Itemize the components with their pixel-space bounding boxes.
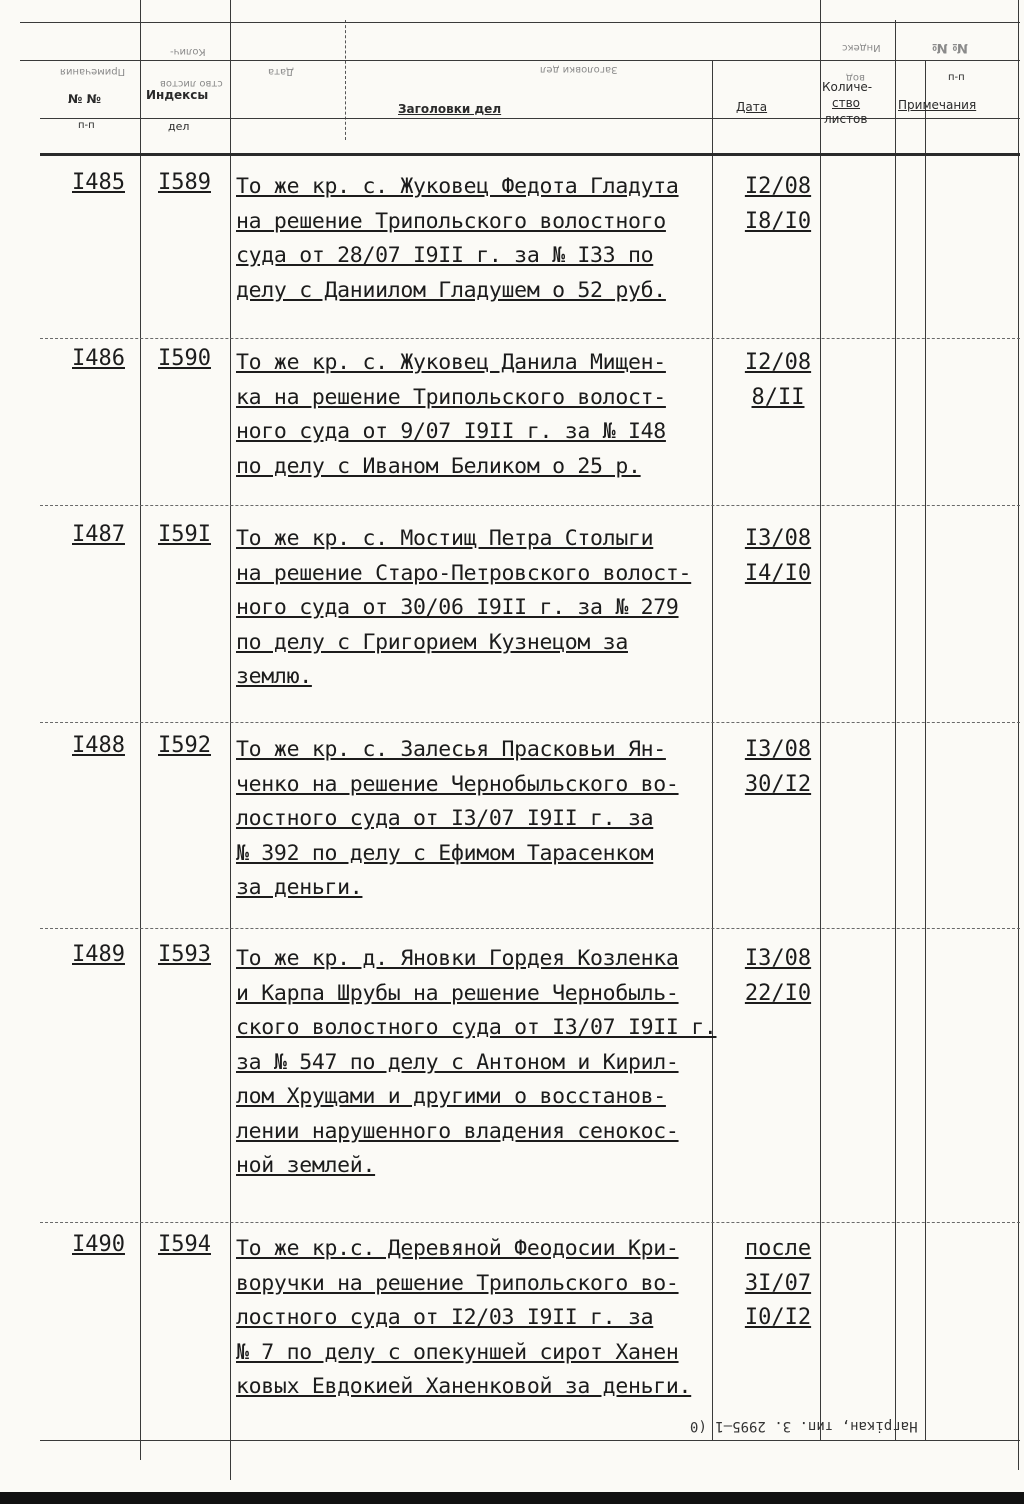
column-header-count: Количе- xyxy=(822,80,873,94)
entry-title xyxy=(236,942,726,1184)
entry-index: I594 xyxy=(158,1232,211,1257)
entry-date: I4/I0 xyxy=(744,560,812,586)
entry-dates xyxy=(718,733,838,802)
entry-number: I489 xyxy=(72,942,125,967)
entry-number: I485 xyxy=(72,170,125,195)
entry-title-line: ной землей. xyxy=(236,1153,376,1178)
row-separator xyxy=(40,722,1020,723)
entry-title-line: лостного суда от I3/07 I9II г. за xyxy=(236,806,654,831)
row-separator xyxy=(40,338,1020,339)
mirrored-header-text: Примечания xyxy=(60,66,126,77)
entry-title-line: То же кр. с. Жуковец Данила Мищен- xyxy=(236,350,666,375)
entry-dates xyxy=(718,1232,838,1336)
entry-date: I2/08 xyxy=(744,350,812,375)
scan-edge xyxy=(0,1492,1024,1504)
column-header-count: листов xyxy=(824,112,868,126)
entry-title-line: То же кр. с. Мостищ Петра Столыги xyxy=(236,526,654,551)
column-rule xyxy=(345,20,346,140)
row-separator xyxy=(40,505,1020,506)
entry-title-line: делу с Даниилом Гладушем о 52 руб. xyxy=(236,277,666,303)
entry-date: I3/08 xyxy=(744,946,812,971)
entry-title xyxy=(236,1232,726,1405)
header-rule xyxy=(40,118,1020,119)
entry-index: I590 xyxy=(158,346,211,371)
entry-dates xyxy=(718,522,838,591)
mirrored-header-text: Дата xyxy=(268,66,294,77)
entry-date: I3/08 xyxy=(744,737,812,762)
entry-title xyxy=(236,346,726,484)
entry-title-line: землю. xyxy=(236,664,312,689)
entry-number: I490 xyxy=(72,1232,125,1257)
entry-index: I59I xyxy=(158,522,211,547)
entry-dates xyxy=(718,170,838,239)
entry-index: I592 xyxy=(158,733,211,758)
column-header-count: ство xyxy=(832,96,861,110)
entry-title-line: ского волостного суда от I3/07 I9II г. xyxy=(236,1015,717,1040)
entry-title-line: за № 547 по делу с Антоном и Кирил- xyxy=(236,1049,679,1075)
row-separator xyxy=(40,928,1020,929)
header-rule xyxy=(20,60,1020,61)
row-separator xyxy=(40,1222,1020,1223)
entry-index: I593 xyxy=(158,942,211,967)
entry-index: I589 xyxy=(158,170,211,195)
header-rule xyxy=(20,22,1020,23)
entry-number: I488 xyxy=(72,733,125,758)
entry-title-line: ченко на решение Чернобыльского во- xyxy=(236,771,679,797)
entry-title-line: суда от 28/07 I9II г. за № I33 по xyxy=(236,243,654,268)
mirrored-header-text: ство листов xyxy=(160,78,223,89)
mirrored-header-text: № № xyxy=(932,40,968,55)
column-header-notes: Примечания xyxy=(898,98,977,112)
entry-title-line: воручки на решение Трипольского во- xyxy=(236,1270,679,1296)
entry-title-line: по делу с Григорием Кузнецом за xyxy=(236,629,628,655)
column-header-number: № № xyxy=(68,92,102,106)
mirrored-header-text: вод xyxy=(846,72,865,83)
entry-title-line: ка на решение Трипольского волост- xyxy=(236,384,666,410)
entry-dates xyxy=(718,942,838,1011)
entry-title-line: лостного суда от I2/03 I9II г. за xyxy=(236,1305,654,1330)
entry-number: I487 xyxy=(72,522,125,547)
mirrored-header-text: Заголовки дел xyxy=(540,64,618,75)
header-rule xyxy=(40,153,1020,156)
entry-date: 8/II xyxy=(751,384,805,410)
entry-title-line: на решение Старо-Петровского волост- xyxy=(236,560,692,586)
entry-title xyxy=(236,522,726,695)
mirrored-header-text: Индекс xyxy=(842,42,881,53)
printer-imprint: Нагрікан, тип. 3. 2995—1 (0 xyxy=(690,1418,918,1434)
entry-date: I8/I0 xyxy=(744,208,812,234)
mirrored-header-text: Колич- xyxy=(170,46,206,57)
entry-title-line: То же кр.с. Деревяной Феодосии Кри- xyxy=(236,1236,679,1261)
entry-title xyxy=(236,733,726,906)
entry-title-line: То же кр. д. Яновки Гордея Козленка xyxy=(236,946,679,971)
entry-date: I2/08 xyxy=(744,174,812,199)
entry-title-line: лом Хрущами и другими о восстанов- xyxy=(236,1084,666,1109)
entry-title-line: То же кр. с. Залесья Прасковьи Ян- xyxy=(236,737,666,762)
column-header-index-sub: дел xyxy=(168,120,190,133)
column-header-date: Дата xyxy=(736,100,768,114)
entry-date: после xyxy=(744,1236,812,1261)
column-rule xyxy=(140,0,141,1460)
entry-date: I3/08 xyxy=(744,526,812,551)
entry-title-line: на решение Трипольского волостного xyxy=(236,208,666,234)
entry-title-line: ного суда от 30/06 I9II г. за № 279 xyxy=(236,595,679,620)
entry-title-line: № 7 по делу с опекуншей сирот Ханен xyxy=(236,1339,679,1365)
entry-date: 22/I0 xyxy=(744,980,812,1006)
entry-date: I0/I2 xyxy=(744,1305,812,1330)
entry-title-line: ковых Евдокией Ханенковой за деньги. xyxy=(236,1374,692,1399)
entry-number: I486 xyxy=(72,346,125,371)
column-header-index: Индексы xyxy=(146,88,209,102)
entry-title-line: и Карпа Шрубы на решение Чернобыль- xyxy=(236,980,679,1006)
entry-title xyxy=(236,170,726,308)
column-rule xyxy=(895,20,896,1440)
entry-title-line: за деньги. xyxy=(236,875,363,900)
entry-date: 3I/07 xyxy=(744,1270,812,1296)
column-header-number-sub: п-п xyxy=(78,120,95,131)
column-header-title: Заголовки дел xyxy=(398,102,502,116)
entry-title-line: лении нарушенного владения сенокос- xyxy=(236,1118,679,1144)
entry-title-line: № 392 по делу с Ефимом Тарасенком xyxy=(236,840,654,866)
entry-dates xyxy=(718,346,838,415)
column-rule xyxy=(925,60,926,1440)
entry-title-line: То же кр. с. Жуковец Федота Гладута xyxy=(236,174,679,199)
column-rule xyxy=(1018,0,1019,1470)
column-header-notes-sub: п-п xyxy=(948,72,965,83)
entry-date: 30/I2 xyxy=(744,771,812,797)
column-rule xyxy=(230,0,231,1480)
bottom-rule xyxy=(40,1440,1020,1441)
entry-title-line: ного суда от 9/07 I9II г. за № I48 xyxy=(236,419,666,444)
entry-title-line: по делу с Иваном Беликом о 25 р. xyxy=(236,453,641,479)
